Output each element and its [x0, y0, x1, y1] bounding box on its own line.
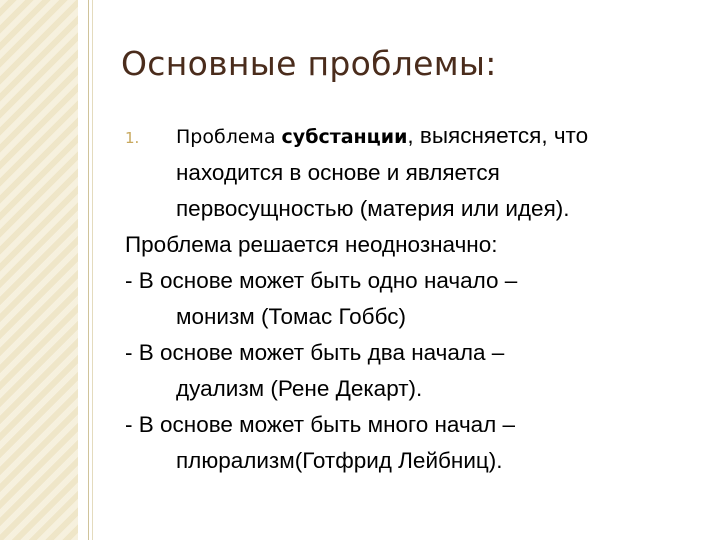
- text-line: - В основе может быть два начала –: [125, 340, 505, 365]
- slide-content: [125, 118, 705, 479]
- item-label-prefix: Проблема: [176, 126, 282, 148]
- text-line: - В основе может быть одно начало –: [125, 268, 518, 293]
- text-line-indented: дуализм (Рене Декарт).: [176, 376, 423, 401]
- text-line-indented: плюрализм(Готфрид Лейбниц).: [176, 448, 503, 473]
- item-label-bold: субстанции: [281, 126, 408, 148]
- slide-title: Основные проблемы:: [121, 44, 497, 83]
- item-label-rest: , выясняется, что: [407, 123, 589, 148]
- item-number: 1.: [125, 129, 140, 147]
- numbered-item-1: [125, 118, 705, 227]
- item-line-1: [176, 118, 705, 155]
- item-line-2: находится в основе и является: [176, 160, 500, 185]
- item-line-3: первосущностью (материя или идея).: [176, 196, 570, 221]
- decorative-divider-line-light: [92, 0, 93, 540]
- decorative-divider-line: [88, 0, 89, 540]
- decorative-side-band: [0, 0, 78, 540]
- text-line-indented: монизм (Томас Гоббс): [176, 304, 406, 329]
- text-line: Проблема решается неоднозначно:: [125, 232, 498, 257]
- text-line: - В основе может быть много начал –: [125, 412, 516, 437]
